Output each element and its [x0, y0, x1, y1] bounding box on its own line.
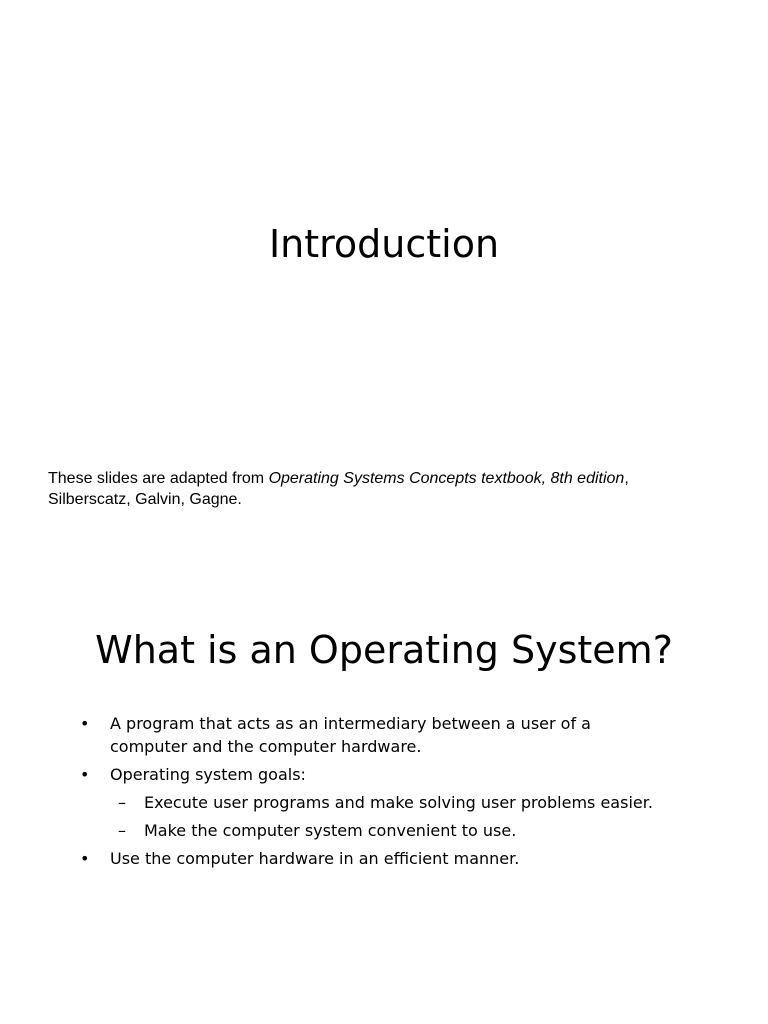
- bullet-text: Use the computer hardware in an efficient manner.: [110, 849, 520, 868]
- bullet-text: Operating system goals:: [110, 765, 306, 784]
- dash-marker: –: [118, 793, 126, 812]
- bullet-item: [0, 712, 768, 758]
- bullet-marker: •: [80, 714, 90, 733]
- bullet-list: [0, 712, 768, 875]
- source-note-authors: , Silberscatz, Galvin, Gagne.: [48, 470, 629, 508]
- slide-what-is-os: [0, 576, 768, 1024]
- sub-bullet-item: [0, 819, 768, 842]
- bullet-text: A program that acts as an intermediary between a user of a computer and the computer hardware.: [110, 714, 591, 756]
- bullet-item: [0, 763, 768, 786]
- slide-title: What is an Operating System?: [95, 628, 673, 672]
- dash-marker: –: [118, 821, 126, 840]
- bullet-item: [0, 847, 768, 870]
- bullet-text: Make the computer system convenient to use.: [144, 821, 517, 840]
- textbook-title: Operating Systems Concepts textbook, 8th edition: [268, 470, 625, 487]
- source-note-prefix: These slides are adapted from: [48, 470, 269, 487]
- source-note: [48, 468, 708, 510]
- bullet-text: Execute user programs and make solving user problems easier.: [144, 793, 653, 812]
- slide-title: Introduction: [268, 222, 500, 266]
- sub-bullet-item: [0, 791, 768, 814]
- bullet-marker: •: [80, 765, 90, 784]
- bullet-marker: •: [80, 849, 90, 868]
